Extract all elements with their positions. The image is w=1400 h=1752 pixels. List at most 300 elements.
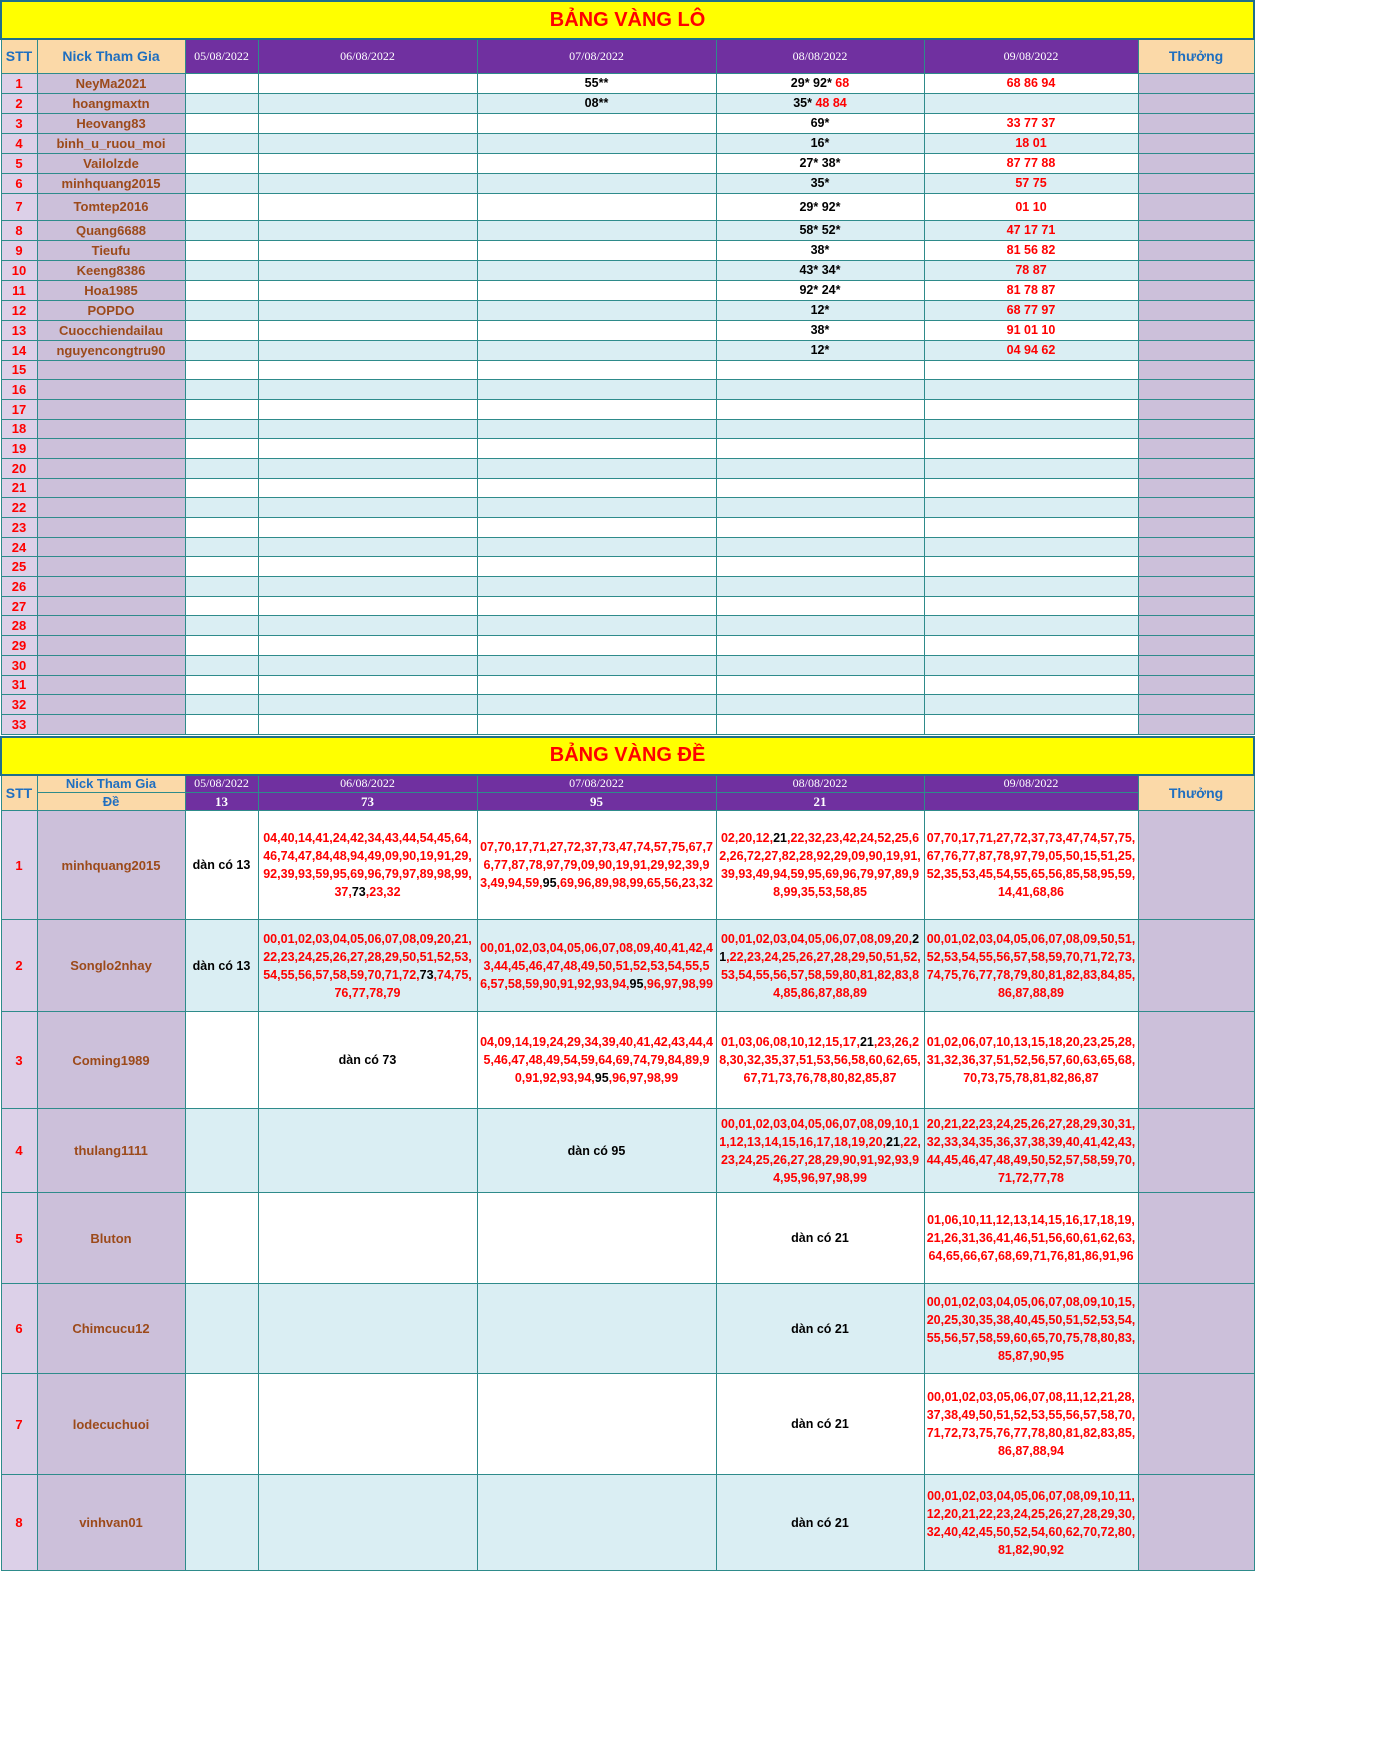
lo-stt: 12 [1,300,37,320]
lo-pick: 58* 52* [799,223,841,237]
lo-cell [258,399,477,419]
lo-cell [185,73,258,93]
lo-row [1,518,1254,538]
lo-cell [258,300,477,320]
de-cell [924,1475,1138,1571]
lo-row [1,280,1254,300]
lo-cell [477,260,716,280]
lo-cell [924,419,1138,439]
lo-cell [185,695,258,715]
de-cell [716,920,924,1012]
lo-cell [185,193,258,220]
lo-cell [185,498,258,518]
lo-pick: 92* 24* [799,283,841,297]
lo-row [1,636,1254,656]
de-cell [185,1374,258,1475]
de-cell [924,1374,1138,1475]
lo-prize [1138,537,1254,557]
lo-row [1,193,1254,220]
de-stt: 5 [1,1193,37,1284]
lo-cell: 18 01 [924,133,1138,153]
lo-stt: 1 [1,73,37,93]
de-number-segment: 00,01,02,03,04,05,06,07,08,09,20, [720,931,913,946]
lo-row [1,714,1254,734]
lo-nick: Cuocchiendailau [37,320,185,340]
de-result: 73 [258,793,477,811]
lo-prize [1138,616,1254,636]
de-cell [477,920,716,1012]
lo-stt: 22 [1,498,37,518]
lo-cell [258,714,477,734]
lo-cell [477,240,716,260]
de-prize [1138,1284,1254,1374]
de-prize [1138,1012,1254,1109]
lo-cell [185,340,258,360]
lo-row [1,458,1254,478]
lo-cell [716,439,924,459]
lo-cell [924,557,1138,577]
de-number-segment: 00,01,02,03,04,05,06,07,08,09,10,11,12,20,21,22,23,24,25,26,27,28,29,30,32,40,42,45,50,52,54,60,62,70,72,80,81,82,90,92 [926,1488,1136,1557]
de-cell [258,1109,477,1193]
lo-pick: 35* [793,96,812,110]
lo-cell [258,537,477,557]
lo-cell [716,320,924,340]
lo-cell [258,73,477,93]
lo-header-stt: STT [1,39,37,73]
lo-prize [1138,340,1254,360]
de-dan-note: dàn có 13 [192,958,251,973]
de-cell [477,1284,716,1374]
lo-cell [477,557,716,577]
lo-cell [185,153,258,173]
lo-prize [1138,695,1254,715]
de-stt: 3 [1,1012,37,1109]
lo-cell [924,478,1138,498]
lo-cell [477,173,716,193]
lo-nick [37,616,185,636]
de-number-segment: 21 [719,931,920,964]
lo-cell [716,596,924,616]
de-row [1,1109,1254,1193]
lo-pick: 29* 92* [799,199,841,214]
lo-prize [1138,419,1254,439]
de-stt: 8 [1,1475,37,1571]
lo-cell [258,280,477,300]
de-cell [924,1012,1138,1109]
lo-cell [477,537,716,557]
de-cell [477,1193,716,1284]
lo-prize [1138,380,1254,400]
lo-cell: 33 77 37 [924,113,1138,133]
de-row [1,811,1254,920]
lo-cell [185,419,258,439]
lo-nick [37,458,185,478]
lo-nick [37,577,185,597]
lo-nick [37,596,185,616]
lo-cell [924,439,1138,459]
lo-prize [1138,280,1254,300]
lo-cell [185,714,258,734]
de-number-segment: 95 [594,1071,609,1086]
lo-cell: 01 10 [924,193,1138,220]
de-cell [185,920,258,1012]
lo-nick [37,636,185,656]
lo-cell [258,360,477,380]
de-number-segment: ,69,96,89,98,99,65,56,23,32 [556,876,713,891]
de-number-segment: ,22,23,24,25,26,27,28,29,50,51,52,53,54,55,56,57,58,59,80,81,82,83,84,85,86,87,88,89 [720,949,921,1000]
lo-cell: 68 77 97 [924,300,1138,320]
lo-stt: 18 [1,419,37,439]
de-nick: Songlo2nhay [37,920,185,1012]
lo-cell [477,636,716,656]
lo-cell [924,675,1138,695]
lo-nick [37,478,185,498]
lo-cell [477,714,716,734]
lo-cell [258,153,477,173]
de-header-stt: STT [1,775,37,811]
lo-stt: 33 [1,714,37,734]
de-header-date: 05/08/2022 [185,775,258,793]
de-result: 95 [477,793,716,811]
lo-row [1,557,1254,577]
de-cell [716,1475,924,1571]
lo-cell [477,498,716,518]
lo-cell [716,340,924,360]
lo-stt: 29 [1,636,37,656]
lo-cell [716,93,924,113]
lo-hit: 68 [831,76,850,90]
de-number-segment: ,74,75,76,77,78,79 [334,967,472,1000]
lo-stt: 27 [1,596,37,616]
lo-cell [258,596,477,616]
lo-prize [1138,655,1254,675]
de-header-date: 06/08/2022 [258,775,477,793]
lo-hit: 48 84 [812,96,847,110]
lo-cell: 57 75 [924,173,1138,193]
de-header-prize: Thưởng [1138,775,1254,811]
de-number-segment: 20,21,22,23,24,25,26,27,28,29,30,31,32,33,34,35,36,37,38,39,40,41,42,43,44,45,46,47,48,49,50,52,57,58,59,70,71,72,77,78 [926,1116,1136,1185]
lo-row [1,695,1254,715]
de-cell [477,1374,716,1475]
lo-cell [258,173,477,193]
de-number-segment: 21 [886,1134,900,1149]
lo-row [1,616,1254,636]
de-nick: thulang1111 [37,1109,185,1193]
lo-row [1,340,1254,360]
de-dan-note: dàn có 21 [791,1321,849,1336]
lo-cell [185,458,258,478]
lo-prize [1138,675,1254,695]
de-number-segment: ,96,97,98,99 [643,976,713,991]
lo-cell [716,655,924,675]
lo-stt: 30 [1,655,37,675]
lo-prize [1138,557,1254,577]
lo-cell [716,399,924,419]
de-number-segment: 21 [859,1035,874,1050]
lo-cell [924,518,1138,538]
lo-cell [924,380,1138,400]
lo-nick [37,360,185,380]
lo-cell [716,260,924,280]
lo-cell [716,714,924,734]
lo-cell: 55** [477,73,716,93]
de-cell [924,1284,1138,1374]
lo-cell [716,173,924,193]
lo-cell [477,616,716,636]
lo-row [1,73,1254,93]
lo-prize [1138,260,1254,280]
lo-cell [716,153,924,173]
lo-prize [1138,714,1254,734]
de-cell [716,1012,924,1109]
lo-cell [477,193,716,220]
lo-cell [258,478,477,498]
lo-cell [258,518,477,538]
lo-prize [1138,577,1254,597]
lo-cell [258,577,477,597]
lo-cell [716,478,924,498]
lo-cell [716,300,924,320]
de-nick: Coming1989 [37,1012,185,1109]
lo-stt: 19 [1,439,37,459]
lo-header-date: 05/08/2022 [185,39,258,73]
lo-cell [716,498,924,518]
lo-cell [924,596,1138,616]
lo-cell [185,260,258,280]
de-nick: Bluton [37,1193,185,1284]
lo-row [1,153,1254,173]
lo-stt: 25 [1,557,37,577]
de-row [1,1374,1254,1475]
lo-row [1,399,1254,419]
lo-nick: Hoa1985 [37,280,185,300]
lo-cell [185,280,258,300]
de-number-segment: 04,40,14,41,24,42,34,43,44,54,45,64,46,74,47,84,48,94,49,09,90,19,91,29,92,39,93,59,95,69,96,79,97,89,98,99,37, [263,831,472,900]
lo-prize [1138,399,1254,419]
lo-prize [1138,458,1254,478]
lo-cell [924,616,1138,636]
lo-cell [716,280,924,300]
lo-cell [258,193,477,220]
de-number-segment: 00,01,02,03,04,05,06,07,08,09,10,15,20,25,30,35,38,40,45,50,51,52,53,54,55,56,57,58,59,60,65,70,75,78,80,83,85,87,90,95 [926,1294,1136,1363]
lo-title: BẢNG VÀNG LÔ [1,1,1254,39]
lo-cell [924,360,1138,380]
de-header-date: 09/08/2022 [924,775,1138,793]
de-stt: 1 [1,811,37,920]
lo-cell [924,537,1138,557]
lo-row [1,439,1254,459]
de-number-segment: 95 [629,976,644,991]
lo-cell [477,695,716,715]
lo-row [1,360,1254,380]
de-number-segment: 07,70,17,71,27,72,37,73,47,74,57,75,67,76,77,87,78,97,79,05,50,15,51,25,52,35,53,45,54,55,65,56,85,58,95,59,14,41,68,86 [926,831,1136,900]
lo-nick: Tomtep2016 [37,193,185,220]
lo-cell [185,518,258,538]
lo-stt: 16 [1,380,37,400]
de-row [1,1193,1254,1284]
lo-cell: 78 87 [924,260,1138,280]
lo-cell [185,557,258,577]
de-cell [477,1012,716,1109]
lo-stt: 3 [1,113,37,133]
lo-nick [37,419,185,439]
de-number-segment: 02,20,12, [720,831,774,846]
lo-cell [716,360,924,380]
de-cell [716,1193,924,1284]
lo-cell [924,93,1138,113]
de-prize [1138,1374,1254,1475]
lo-nick: POPDO [37,300,185,320]
de-cell [924,1109,1138,1193]
lo-nick [37,399,185,419]
lo-cell [716,518,924,538]
lo-prize [1138,173,1254,193]
de-cell [924,811,1138,920]
lo-prize [1138,478,1254,498]
lo-nick: Tieufu [37,240,185,260]
lo-header-date: 09/08/2022 [924,39,1138,73]
lo-cell [716,380,924,400]
lo-nick: Vailolzde [37,153,185,173]
de-row [1,1475,1254,1571]
lo-nick: binh_u_ruou_moi [37,133,185,153]
lo-cell [258,458,477,478]
de-prize [1138,1193,1254,1284]
lo-row [1,419,1254,439]
lo-cell [716,537,924,557]
de-number-segment: 00,01,02,03,04,05,06,07,08,09,10,11,12,13,14,15,16,17,18,19,20, [719,1116,920,1149]
de-number-segment: 07,70,17,71,27,72,37,73,47,74,57,75,67,76,77,87,78,97,79,09,90,19,91,29,92,39,93,49,94,59, [480,840,713,891]
lo-row [1,380,1254,400]
de-result: 13 [185,793,258,811]
lo-cell [185,300,258,320]
lo-stt: 8 [1,220,37,240]
lo-nick [37,675,185,695]
lo-prize [1138,93,1254,113]
lo-nick [37,518,185,538]
lo-prize [1138,113,1254,133]
lo-cell [716,695,924,715]
lo-prize [1138,596,1254,616]
lo-cell [924,577,1138,597]
lo-stt: 4 [1,133,37,153]
lo-stt: 7 [1,193,37,220]
lo-cell [185,380,258,400]
lo-cell [477,399,716,419]
lo-cell: 08** [477,93,716,113]
lo-cell [477,153,716,173]
de-number-segment: 00,01,02,03,04,05,06,07,08,09,20,21,22,23,24,25,26,27,28,29,50,51,52,53,54,55,56,57,58,59,70,71,72, [263,931,472,982]
lo-cell [716,220,924,240]
lo-nick: minhquang2015 [37,173,185,193]
de-stt: 6 [1,1284,37,1374]
lo-cell [477,518,716,538]
de-number-segment: 01,02,06,07,10,13,15,18,20,23,25,28,31,32,36,37,51,52,56,57,60,63,65,68,70,73,75,78,81,82,86,87 [926,1035,1136,1086]
de-number-segment: 00,01,02,03,05,06,07,08,11,12,21,28,37,38,49,50,51,52,53,55,56,57,58,70,71,72,73,75,76,77,78,80,81,82,83,85,86,87,88,94 [926,1390,1136,1459]
lo-prize [1138,518,1254,538]
lo-cell [258,636,477,656]
lo-table [0,0,1255,735]
lo-cell: 68 86 94 [924,73,1138,93]
lo-cell [258,240,477,260]
lo-stt: 2 [1,93,37,113]
lo-nick [37,655,185,675]
lo-cell [716,557,924,577]
de-number-segment: ,96,97,98,99 [608,1071,679,1086]
lo-prize [1138,320,1254,340]
de-number-segment: 73 [351,885,366,900]
de-dan-note: dàn có 21 [791,1231,849,1246]
de-cell [258,1374,477,1475]
lo-nick [37,557,185,577]
lo-cell [477,419,716,439]
lo-cell [185,478,258,498]
lo-cell [258,320,477,340]
de-result: 21 [716,793,924,811]
lo-pick: 43* 34* [799,263,841,277]
lo-stt: 11 [1,280,37,300]
lo-cell [477,675,716,695]
lo-cell [477,596,716,616]
lo-cell [258,380,477,400]
lo-prize [1138,636,1254,656]
lo-nick: Quang6688 [37,220,185,240]
lo-prize [1138,220,1254,240]
lo-stt: 23 [1,518,37,538]
de-cell [258,1284,477,1374]
lo-cell [477,380,716,400]
lo-stt: 5 [1,153,37,173]
lo-cell [477,300,716,320]
lo-cell: 04 94 62 [924,340,1138,360]
lo-prize [1138,439,1254,459]
de-number-segment: 95 [542,876,557,891]
lo-nick: Keeng8386 [37,260,185,280]
lo-row [1,655,1254,675]
lo-stt: 17 [1,399,37,419]
lo-cell [477,320,716,340]
lo-nick [37,714,185,734]
de-nick: Chimcucu12 [37,1284,185,1374]
lo-prize [1138,360,1254,380]
lo-cell [477,577,716,597]
lo-prize [1138,153,1254,173]
de-number-segment: 21 [773,831,787,846]
de-cell [477,1109,716,1193]
lo-nick [37,498,185,518]
lo-row [1,240,1254,260]
lo-stt: 10 [1,260,37,280]
lo-nick: NeyMa2021 [37,73,185,93]
lo-cell [258,675,477,695]
lo-cell [716,73,924,93]
lo-cell [185,616,258,636]
de-prize [1138,1109,1254,1193]
lo-stt: 14 [1,340,37,360]
lo-nick: hoangmaxtn [37,93,185,113]
de-number-segment: 00,01,02,03,04,05,06,07,08,09,50,51,52,53,54,55,56,57,58,59,70,71,72,73,74,75,76,77,78,79,80,81,82,83,84,85,86,87,88,89 [926,931,1136,1000]
lo-row [1,300,1254,320]
lo-cell [924,458,1138,478]
lo-row [1,320,1254,340]
lo-row [1,173,1254,193]
lo-cell [924,695,1138,715]
de-cell [258,920,477,1012]
de-stt: 7 [1,1374,37,1475]
lo-header-date: 08/08/2022 [716,39,924,73]
lo-header-prize: Thưởng [1138,39,1254,73]
de-cell [185,1109,258,1193]
